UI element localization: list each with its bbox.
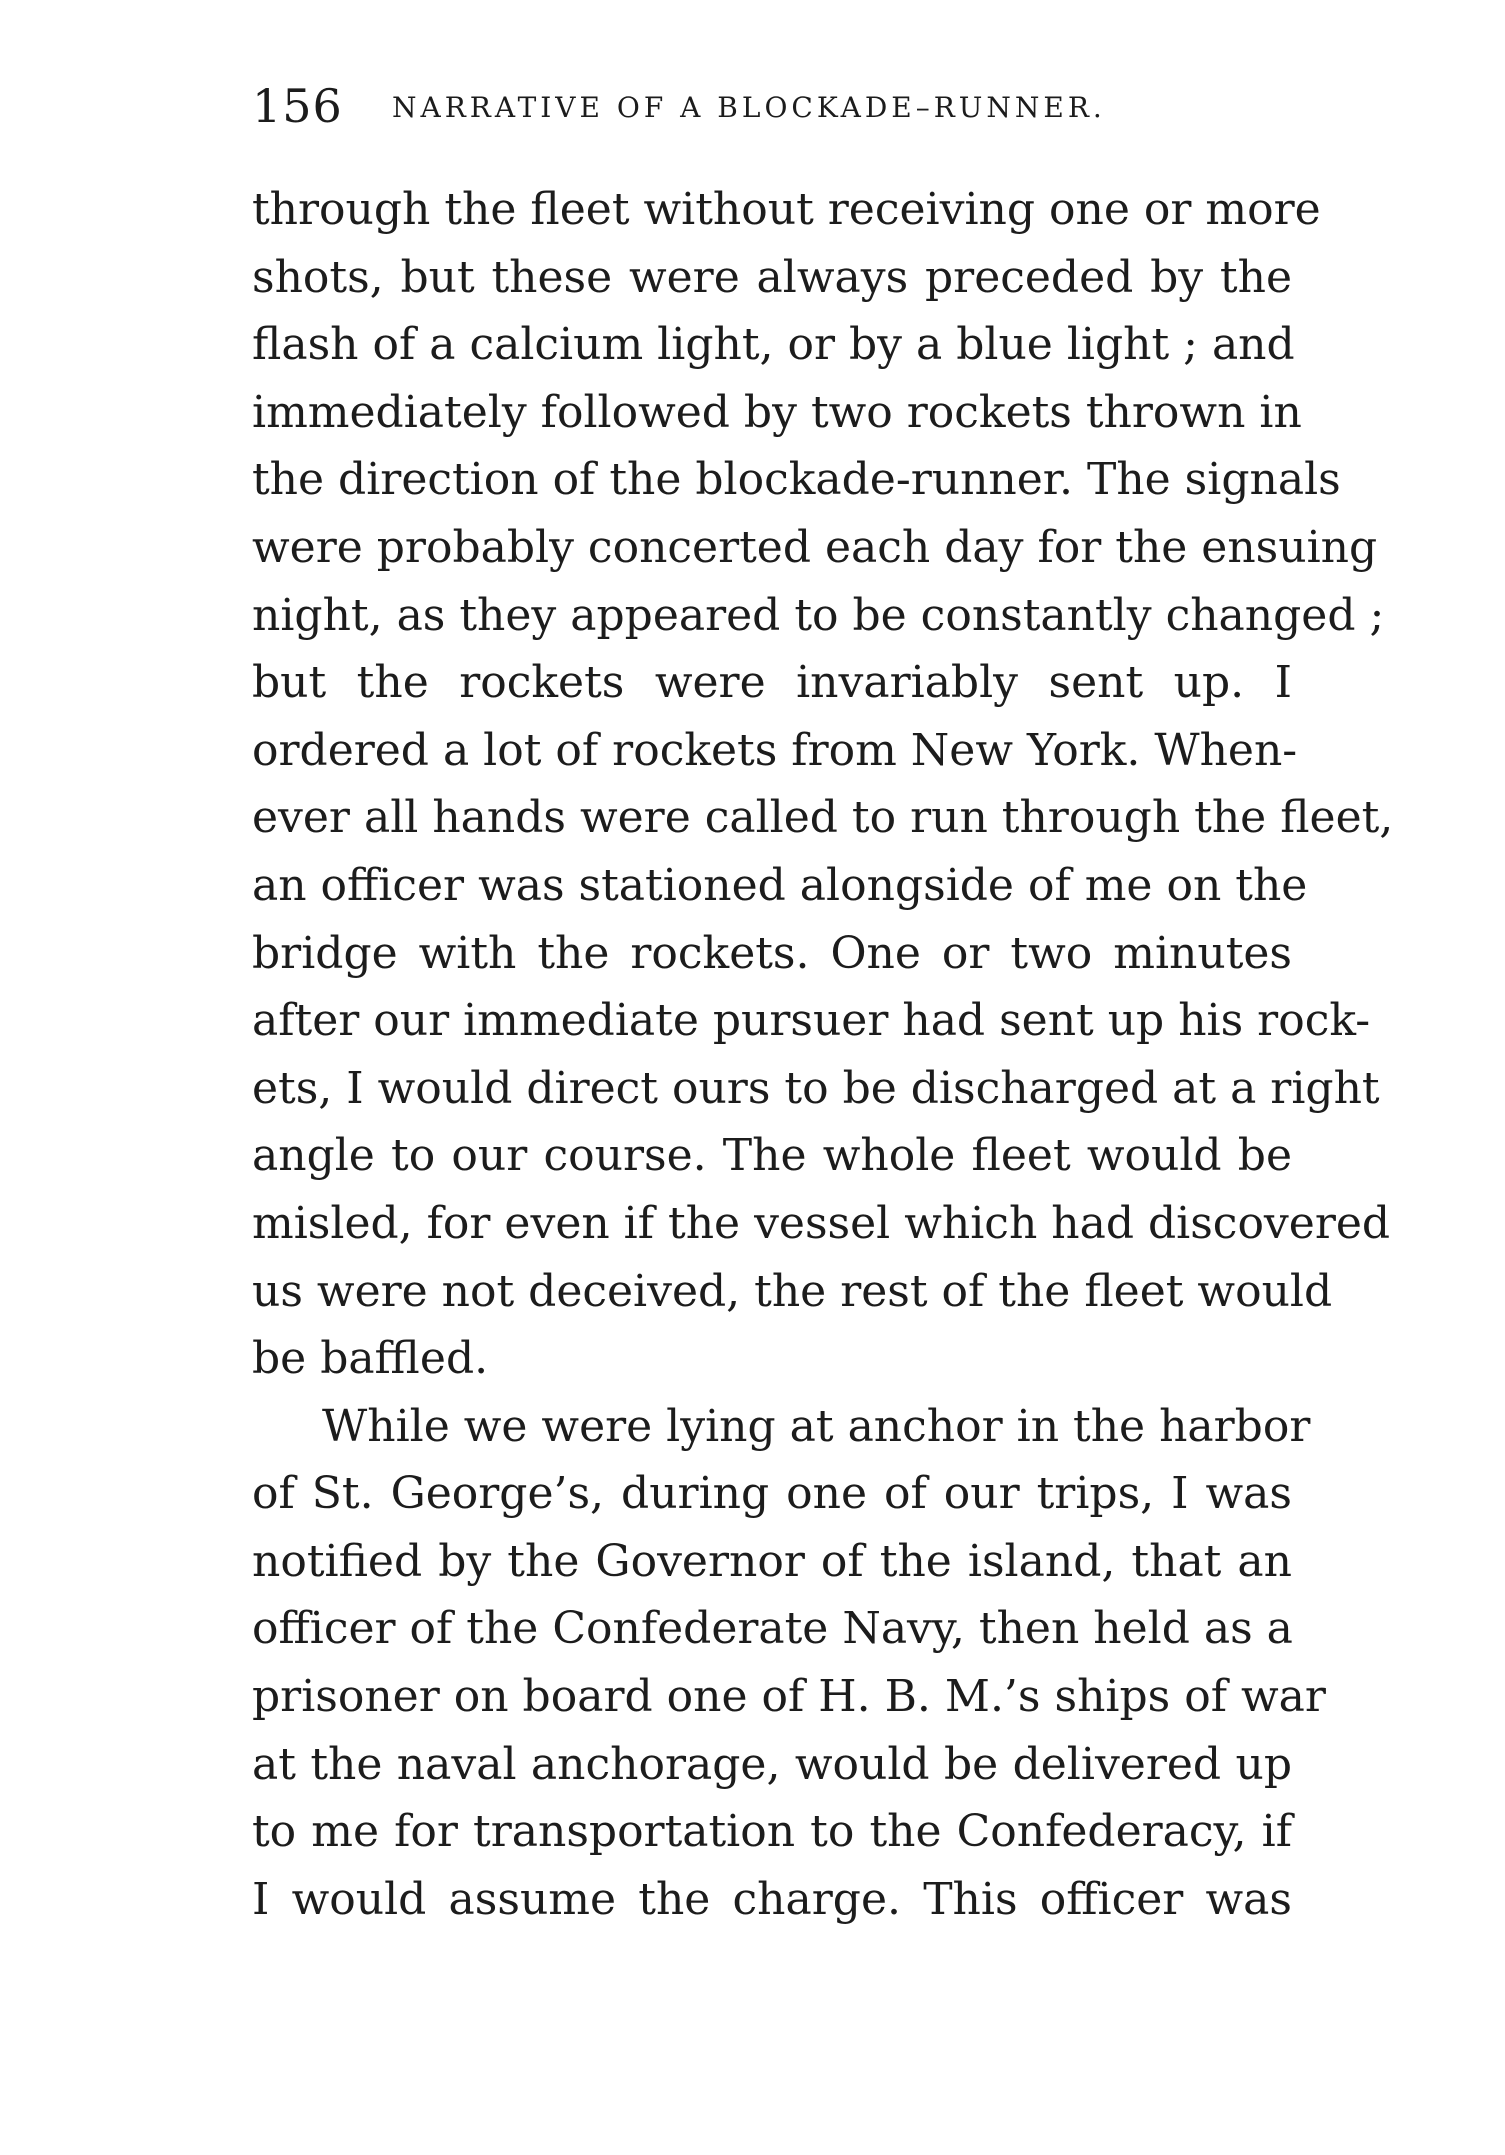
text-line: after our immediate pursuer had sent up his rock- [252,995,1371,1047]
body-text [252,176,1394,1933]
text-line: I would assume the charge. This officer was [252,1873,1292,1925]
text-line: angle to our course. The whole fleet would be [252,1130,1292,1182]
text-line: ets, I would direct ours to be discharged at a right [252,1062,1380,1114]
running-title: NARRATIVE OF A BLOCKADE–RUNNER. [392,91,1106,124]
page-number: 156 [252,79,343,133]
text-line: prisoner on board one of H. B. M.’s ships of war [252,1671,1326,1723]
text-line: but the rockets were invariably sent up. I [252,657,1292,709]
text-line: notified by the Governor of the island, that an [252,1535,1292,1587]
text-line: to me for transportation to the Confederacy, if [252,1806,1292,1858]
text-line: of St. George’s, during one of our trips, I was [252,1468,1292,1520]
text-line: misled, for even if the vessel which had discovered [252,1197,1391,1249]
running-head [252,78,1292,138]
text-line: officer of the Confederate Navy, then held as a [252,1603,1293,1655]
text-line: through the fleet without receiving one or more [252,184,1321,235]
text-line: bridge with the rockets. One or two minutes [252,927,1292,979]
text-line: were probably concerted each day for the ensuing [252,521,1378,573]
text-line-paragraph-end: be baffled. [252,1333,489,1385]
text-line: the direction of the blockade-runner. The signals [252,454,1341,506]
text-line: ordered a lot of rockets from New York. When- [252,724,1298,776]
text-line: us were not deceived, the rest of the fleet would [252,1265,1333,1317]
text-line-paragraph-start: While we were lying at anchor in the harbor [322,1400,1311,1452]
text-line: night, as they appeared to be constantly changed ; [252,589,1385,641]
text-line: shots, but these were always preceded by the [252,251,1292,303]
text-line: ever all hands were called to run through the fleet, [252,792,1394,844]
text-line: an officer was stationed alongside of me on the [252,859,1308,911]
text-line: immediately followed by two rockets thrown in [252,386,1302,438]
text-line: at the naval anchorage, would be delivered up [252,1738,1292,1790]
text-line: flash of a calcium light, or by a blue light ; and [252,319,1295,371]
